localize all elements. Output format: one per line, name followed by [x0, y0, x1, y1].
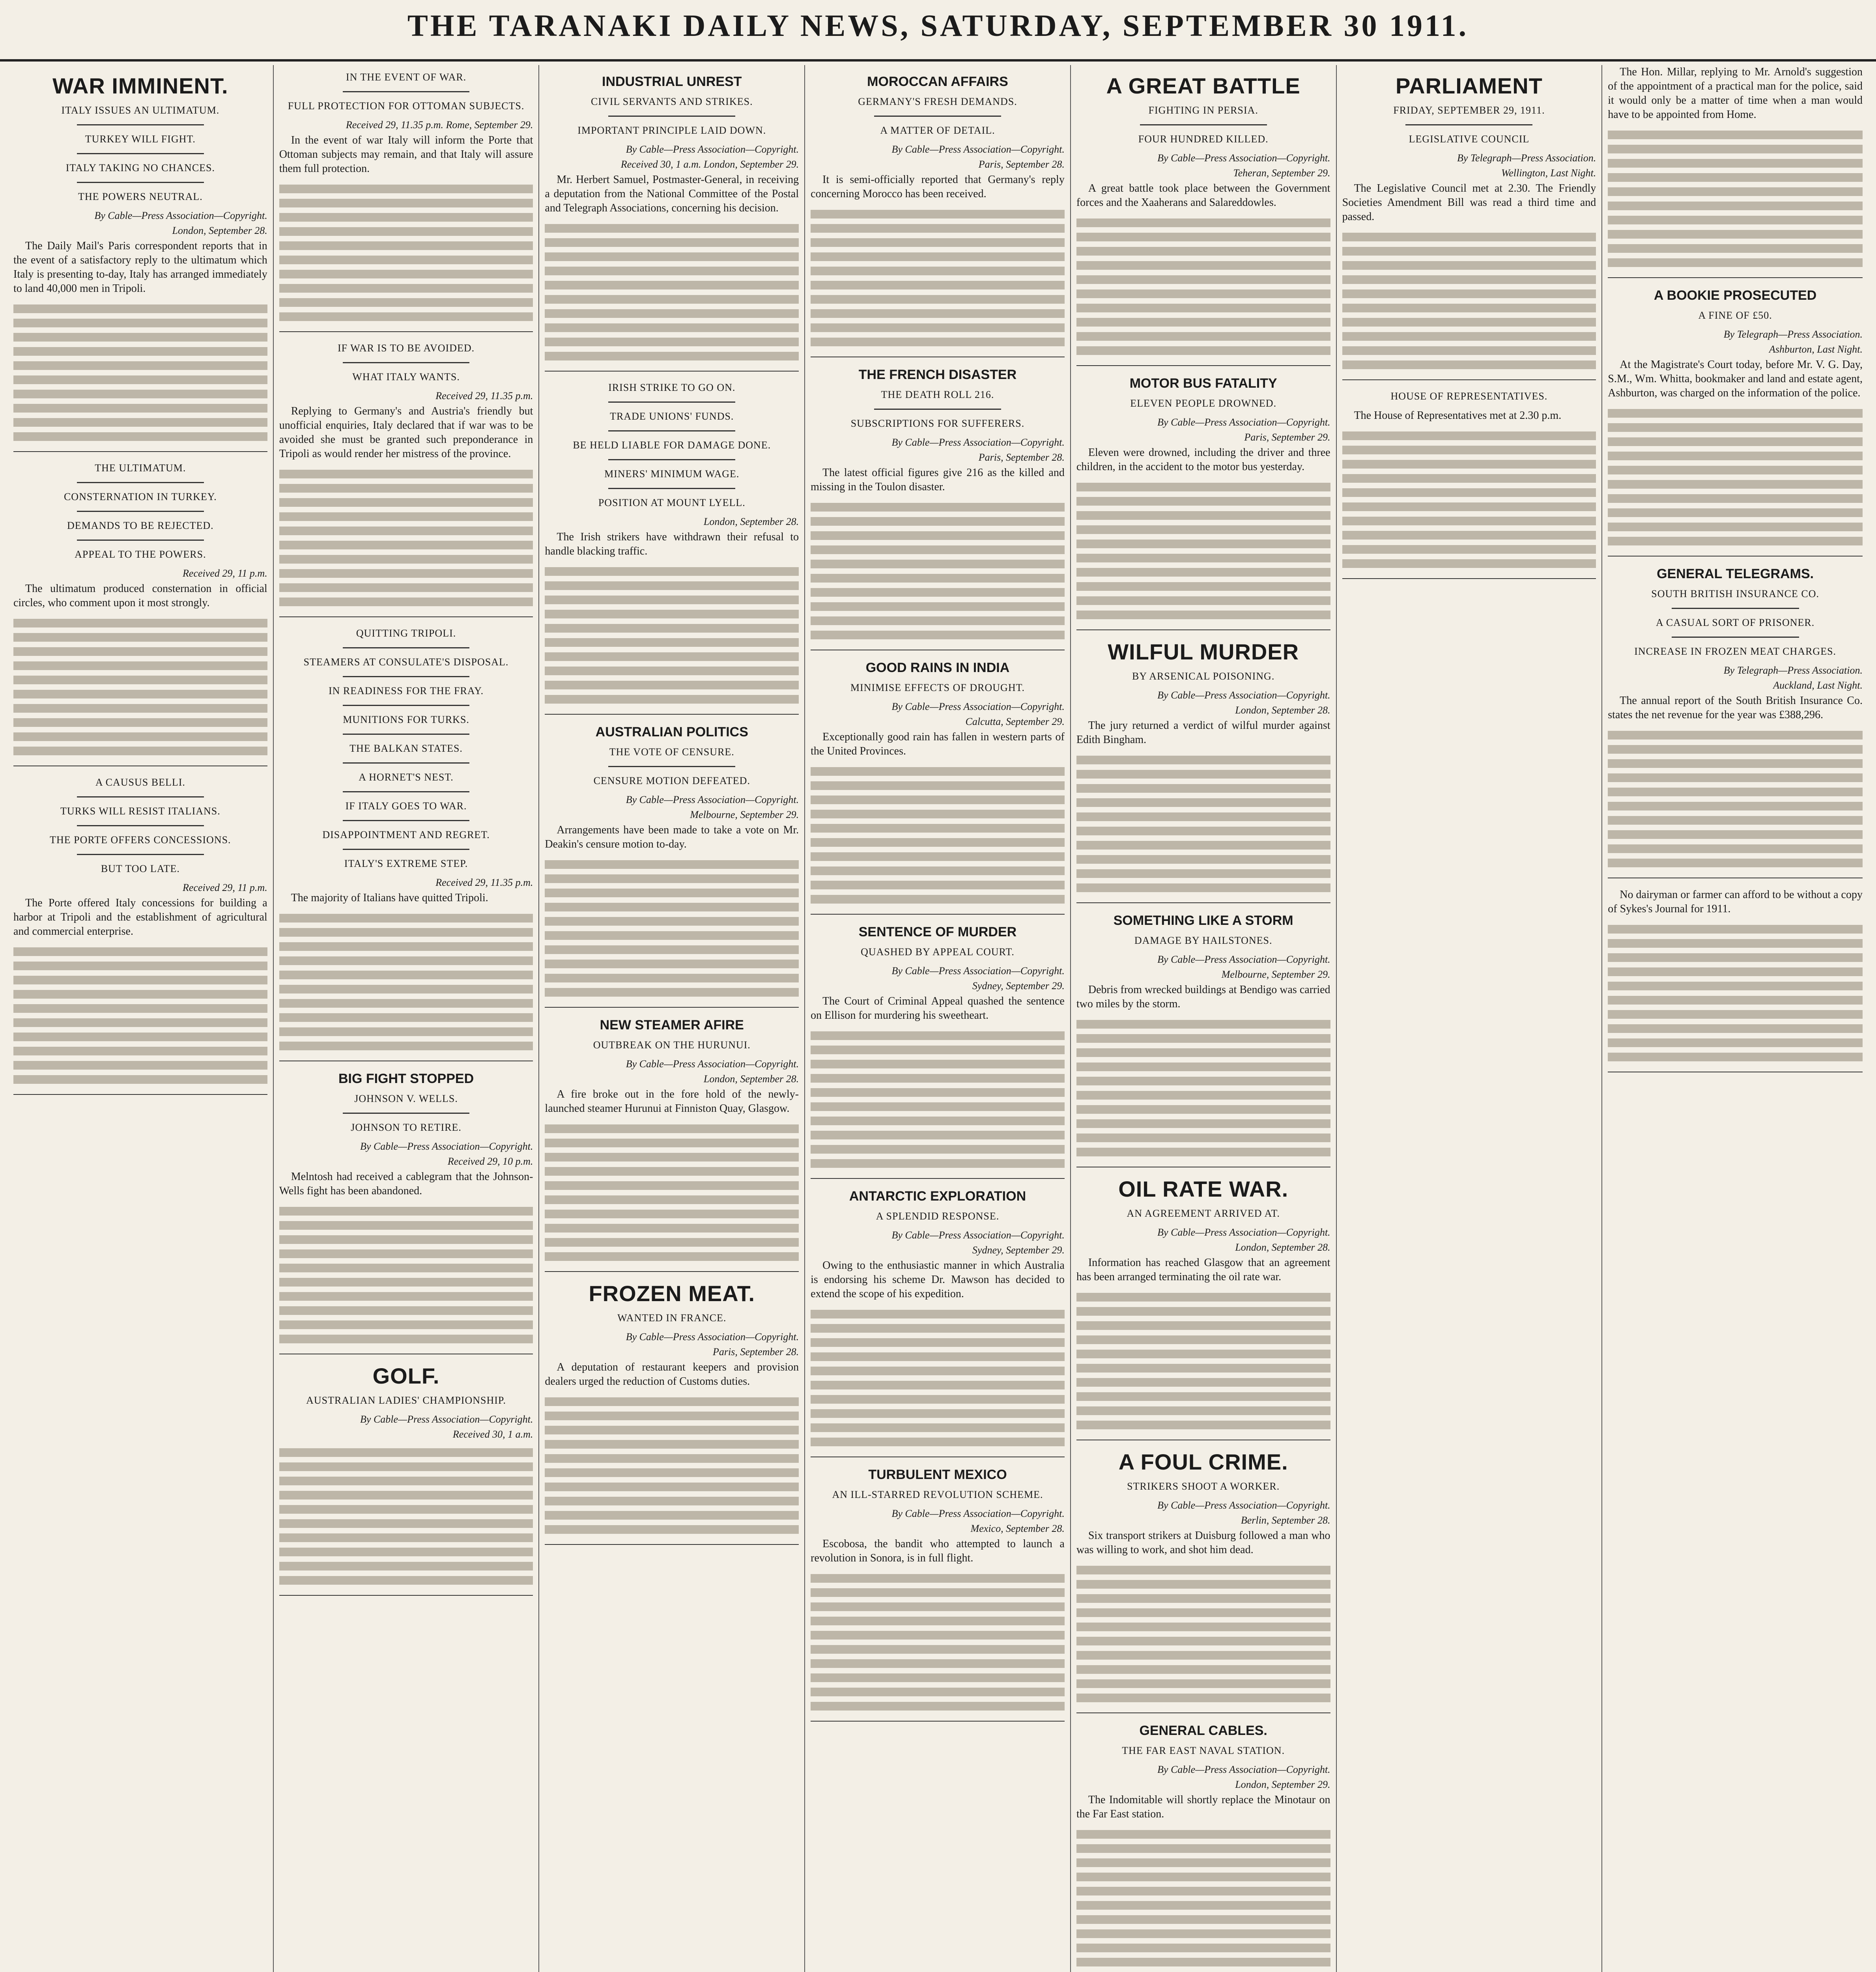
- article-separator: [545, 714, 799, 715]
- article-source: By Cable—Press Association—Copyright.: [1157, 1764, 1330, 1775]
- article-headline: THE FRENCH DISASTER: [858, 367, 1017, 382]
- article-subhead: INCREASE IN FROZEN MEAT CHARGES.: [1634, 646, 1837, 657]
- article-text: Six transport strikers at Duisburg followed a man who was willing to work, and shot him dead.: [1076, 1529, 1330, 1556]
- article-subhead: QUITTING TRIPOLI.: [356, 627, 456, 639]
- divider-rule: [77, 482, 204, 483]
- article: [1076, 1723, 1330, 1972]
- article-dateline: Received 29, 11.35 p.m. Rome, September 29.: [346, 119, 533, 131]
- article-separator: [811, 1721, 1065, 1722]
- article: [1076, 375, 1330, 630]
- article-source: By Cable—Press Association—Copyright.: [891, 701, 1065, 712]
- article: [811, 1188, 1065, 1457]
- article-text: A great battle took place between the Government forces and the Xaaherans and Salareddowles.: [1076, 182, 1330, 209]
- article-subhead: BY ARSENICAL POISONING.: [1132, 670, 1275, 682]
- article: [811, 924, 1065, 1179]
- article-subhead: AUSTRALIAN LADIES' CHAMPIONSHIP.: [306, 1395, 506, 1406]
- article-subhead: TRADE UNIONS' FUNDS.: [610, 411, 734, 422]
- article: [279, 1364, 533, 1596]
- masthead: [0, 0, 1876, 62]
- article-subhead: THE VOTE OF CENSURE.: [609, 746, 734, 758]
- article: [1342, 74, 1596, 380]
- article-subhead: DISAPPOINTMENT AND REGRET.: [322, 829, 490, 840]
- column-1: [8, 65, 274, 1972]
- article-body-text-block: [1076, 478, 1330, 620]
- article-subhead: THE POWERS NEUTRAL.: [78, 191, 203, 202]
- article: [811, 367, 1065, 650]
- article-body-text-block: [1608, 726, 1863, 868]
- article: [1342, 390, 1596, 579]
- article-source: By Cable—Press Association—Copyright.: [891, 144, 1065, 155]
- article-text: The ultimatum produced consternation in official circles, who comment upon it most strongly.: [13, 583, 267, 609]
- article-text: Owing to the enthusiastic manner in which Australia is endorsing his scheme Dr. Mawson has decided to extend the scope of his expedition.: [811, 1259, 1065, 1300]
- article-dateline: London, September 29.: [1235, 1779, 1330, 1790]
- article-body-text-block: [1076, 751, 1330, 893]
- article-subhead: JOHNSON V. WELLS.: [354, 1093, 458, 1104]
- article-source: By Cable—Press Association—Copyright.: [360, 1141, 533, 1152]
- article-dateline: Received 29, 11 p.m.: [183, 568, 267, 579]
- article-headline: MOROCCAN AFFAIRS: [867, 74, 1008, 89]
- article-text: A deputation of restaurant keepers and provision dealers urged the reduction of Customs duties.: [545, 1361, 799, 1387]
- article: [811, 1467, 1065, 1722]
- article-text: Escobosa, the bandit who attempted to launch a revolution in Sonora, is in full flight.: [811, 1538, 1065, 1564]
- article-subhead: ELEVEN PEOPLE DROWNED.: [1130, 398, 1277, 409]
- article-text: A fire broke out in the fore hold of the newly-launched steamer Hurunui at Finniston Quay, Glasgow.: [545, 1088, 799, 1115]
- article-text: The Porte offered Italy concessions for building a harbor at Tripoli and the establishment of agricultural and commercial enterprise.: [13, 897, 267, 937]
- article-body-text-block: [1076, 214, 1330, 356]
- article-separator: [1076, 1712, 1330, 1713]
- article-source: By Cable—Press Association—Copyright.: [1157, 1227, 1330, 1238]
- divider-rule: [77, 182, 204, 183]
- article-dateline: Auckland, Last Night.: [1773, 680, 1863, 691]
- article-dateline: Received 29, 11 p.m.: [183, 882, 267, 893]
- article-subhead: DAMAGE BY HAILSTONES.: [1134, 935, 1272, 946]
- article-body-text-block: [545, 855, 799, 997]
- article-subhead: IN READINESS FOR THE FRAY.: [328, 685, 484, 697]
- article-headline: GENERAL TELEGRAMS.: [1657, 566, 1814, 581]
- article-source: By Cable—Press Association—Copyright.: [626, 794, 799, 805]
- article-body-text-block: [279, 909, 533, 1051]
- article-body-text-block: [811, 1027, 1065, 1169]
- article-body-text-block: [545, 1393, 799, 1535]
- article-body-text-block: [279, 1444, 533, 1585]
- article-subhead: BUT TOO LATE.: [101, 863, 180, 874]
- divider-rule: [343, 647, 470, 648]
- article-dateline: Calcutta, September 29.: [965, 716, 1065, 727]
- article-subhead: A SPLENDID RESPONSE.: [876, 1210, 1000, 1222]
- article-subhead: MINIMISE EFFECTS OF DROUGHT.: [850, 682, 1025, 693]
- divider-rule: [343, 762, 470, 764]
- article-headline: AUSTRALIAN POLITICS: [595, 725, 748, 740]
- article: [1608, 288, 1863, 556]
- article: [1076, 913, 1330, 1167]
- divider-rule: [343, 91, 470, 92]
- article-headline: TURBULENT MEXICO: [868, 1467, 1007, 1482]
- article-headline: INDUSTRIAL UNREST: [602, 74, 742, 89]
- article-subhead: ITALY'S EXTREME STEP.: [344, 858, 468, 869]
- article-text: The majority of Italians have quitted Tripoli.: [291, 892, 488, 904]
- article-source: By Cable—Press Association—Copyright.: [891, 1508, 1065, 1519]
- article-dateline: Wellington, Last Night.: [1501, 167, 1596, 179]
- article-subhead: GERMANY'S FRESH DEMANDS.: [858, 96, 1017, 107]
- article: [545, 724, 799, 1008]
- divider-rule: [343, 676, 470, 677]
- article-text: Information has reached Glasgow that an agreement has been arranged terminating the oil rate war.: [1076, 1257, 1330, 1283]
- article-subhead: IN THE EVENT OF WAR.: [346, 71, 467, 83]
- article-dateline: Received 30, 1 a.m. London, September 29.: [620, 159, 799, 170]
- article-headline: GENERAL CABLES.: [1139, 1723, 1267, 1738]
- article-body-text-block: [1608, 920, 1863, 1062]
- article: [1076, 74, 1330, 366]
- article-headline: OIL RATE WAR.: [1118, 1176, 1289, 1201]
- article-subhead: THE PORTE OFFERS CONCESSIONS.: [50, 834, 231, 846]
- article-source: By Cable—Press Association—Copyright.: [1157, 1500, 1330, 1511]
- article-dateline: Teheran, September 29.: [1233, 167, 1330, 179]
- article-body-text-block: [545, 219, 799, 361]
- article-subhead: WHAT ITALY WANTS.: [352, 371, 460, 383]
- article-separator: [1342, 379, 1596, 380]
- article-body-text-block: [13, 300, 267, 442]
- article-headline: BIG FIGHT STOPPED: [338, 1071, 474, 1086]
- article-subhead: FIGHTING IN PERSIA.: [1148, 105, 1258, 116]
- article-separator: [1076, 365, 1330, 366]
- article-body-text-block: [811, 762, 1065, 904]
- article-text: Exceptionally good rain has fallen in western parts of the United Provinces.: [811, 731, 1065, 757]
- article-subhead: MUNITIONS FOR TURKS.: [343, 714, 469, 725]
- article-subhead: DEMANDS TO BE REJECTED.: [67, 520, 214, 531]
- article-source: By Cable—Press Association—Copyright.: [891, 437, 1065, 448]
- article-subhead: A HORNET'S NEST.: [359, 771, 454, 783]
- divider-rule: [1672, 608, 1799, 609]
- article-body-text-block: [811, 205, 1065, 347]
- article-body-text-block: [279, 1202, 533, 1344]
- article-separator: [279, 1595, 533, 1596]
- article-source: By Telegraph—Press Association.: [1457, 152, 1596, 164]
- article-separator: [811, 914, 1065, 915]
- article-dateline: Paris, September 28.: [978, 452, 1065, 463]
- article-subhead: FRIDAY, SEPTEMBER 29, 1911.: [1393, 105, 1545, 116]
- divider-rule: [608, 488, 735, 489]
- article-body-text-block: [1342, 427, 1596, 569]
- article-dateline: Melbourne, September 29.: [1221, 969, 1330, 980]
- article-headline: MOTOR BUS FATALITY: [1129, 376, 1277, 391]
- divider-rule: [343, 791, 470, 792]
- article-subhead: A CAUSUS BELLI.: [95, 777, 185, 788]
- article-subhead: APPEAL TO THE POWERS.: [75, 549, 206, 560]
- article-subhead: JOHNSON TO RETIRE.: [351, 1122, 462, 1133]
- article-subhead: TURKS WILL RESIST ITALIANS.: [60, 805, 220, 817]
- article-text: No dairyman or farmer can afford to be without a copy of Sykes's Journal for 1911.: [1608, 889, 1863, 915]
- article-subhead: CENSURE MOTION DEFEATED.: [593, 775, 750, 786]
- article-text: In the event of war Italy will inform the Porte that Ottoman subjects may remain, and that Italy will assure them full protection.: [279, 134, 533, 175]
- article-subhead: WANTED IN FRANCE.: [617, 1312, 727, 1324]
- article-dateline: Received 29, 11.35 p.m.: [435, 877, 533, 888]
- article-headline: A BOOKIE PROSECUTED: [1654, 288, 1817, 303]
- article-subhead: A FINE OF £50.: [1698, 310, 1772, 321]
- article-source: By Cable—Press Association—Copyright.: [1157, 152, 1330, 164]
- article-subhead: SUBSCRIPTIONS FOR SUFFERERS.: [850, 418, 1025, 429]
- divider-rule: [77, 124, 204, 125]
- article: [1608, 65, 1863, 278]
- article-subhead: IRISH STRIKE TO GO ON.: [608, 382, 736, 393]
- article-subhead: SOUTH BRITISH INSURANCE CO.: [1651, 588, 1819, 599]
- divider-rule: [1405, 124, 1532, 125]
- article-dateline: London, September 28.: [172, 225, 267, 236]
- article-text: Arrangements have been made to take a vote on Mr. Deakin's censure motion to-day.: [545, 824, 799, 850]
- article-dateline: Received 29, 10 p.m.: [447, 1156, 533, 1167]
- article-separator: [811, 1178, 1065, 1179]
- article-headline: FROZEN MEAT.: [589, 1281, 755, 1306]
- article-source: By Cable—Press Association—Copyright.: [1157, 416, 1330, 428]
- article-body-text-block: [811, 1305, 1065, 1447]
- article-subhead: AN ILL-STARRED REVOLUTION SCHEME.: [832, 1489, 1043, 1500]
- article-dateline: Paris, September 28.: [713, 1346, 799, 1358]
- article-subhead: BE HELD LIABLE FOR DAMAGE DONE.: [573, 439, 771, 451]
- article-headline: A FOUL CRIME.: [1118, 1449, 1288, 1474]
- article-dateline: London, September 28.: [703, 516, 799, 527]
- article-subhead: IMPORTANT PRINCIPLE LAID DOWN.: [577, 125, 766, 136]
- article: [13, 461, 267, 766]
- article-source: By Cable—Press Association—Copyright.: [891, 1229, 1065, 1241]
- article-subhead: STRIKERS SHOOT A WORKER.: [1127, 1481, 1280, 1492]
- article-dateline: Mexico, September 28.: [970, 1523, 1065, 1534]
- article-headline: NEW STEAMER AFIRE: [600, 1018, 744, 1033]
- article-separator: [1608, 277, 1863, 278]
- divider-rule: [343, 705, 470, 706]
- article: [1076, 1177, 1330, 1440]
- divider-rule: [343, 820, 470, 821]
- article-text: Melntosh had received a cablegram that the Johnson-Wells fight has been abandoned.: [279, 1171, 533, 1197]
- article-text: The Daily Mail's Paris correspondent reports that in the event of a satisfactory reply to the ultimatum which Italy is presenting to-day, Italy has arranged immediately to land 40,000 men in Tripoli.: [13, 240, 267, 295]
- article-separator: [1076, 629, 1330, 630]
- article-source: By Cable—Press Association—Copyright.: [360, 1414, 533, 1425]
- article-subhead: THE DEATH ROLL 216.: [881, 389, 994, 400]
- article-separator: [545, 371, 799, 372]
- divider-rule: [608, 430, 735, 431]
- divider-rule: [1140, 124, 1267, 125]
- divider-rule: [608, 116, 735, 117]
- divider-rule: [343, 849, 470, 850]
- article-dateline: Received 29, 11.35 p.m.: [435, 390, 533, 401]
- article-text: At the Magistrate's Court today, before Mr. V. G. Day, S.M., Wm. Whitta, bookmaker and land and estate agent, Ashburton, was charged on the information of the police.: [1608, 359, 1863, 399]
- article-separator: [545, 1544, 799, 1545]
- article-subhead: IF WAR IS TO BE AVOIDED.: [337, 342, 475, 354]
- article-body-text-block: [545, 1120, 799, 1262]
- article: [13, 74, 267, 452]
- article-dateline: Sydney, September 29.: [972, 980, 1065, 992]
- article-dateline: Paris, September 29.: [1244, 431, 1330, 443]
- column-4: [805, 65, 1071, 1972]
- article-dateline: Melbourne, September 29.: [690, 809, 799, 820]
- divider-rule: [874, 116, 1001, 117]
- divider-rule: [343, 362, 470, 363]
- article: [279, 627, 533, 1061]
- article-source: By Cable—Press Association—Copyright.: [626, 1058, 799, 1070]
- article-text: The Court of Criminal Appeal quashed the sentence on Ellison for murdering his sweetheart.: [811, 995, 1065, 1021]
- article-text: It is semi-officially reported that Germany's reply concerning Morocco has been received.: [811, 174, 1065, 200]
- article-text: The Indomitable will shortly replace the Minotaur on the Far East station.: [1076, 1794, 1330, 1820]
- article-source: By Cable—Press Association—Copyright.: [626, 144, 799, 155]
- article-separator: [13, 1094, 267, 1095]
- article-body-text-block: [1608, 126, 1863, 268]
- article-separator: [279, 616, 533, 617]
- article-headline: GOLF.: [372, 1363, 440, 1388]
- article-subhead: A MATTER OF DETAIL.: [880, 125, 995, 136]
- article: [811, 660, 1065, 915]
- article-body-text-block: [1076, 1561, 1330, 1703]
- newspaper-title: THE TARANAKI DAILY NEWS, SATURDAY, SEPTEMBER 30 1911.: [407, 8, 1469, 43]
- article-text: The Irish strikers have withdrawn their refusal to handle blacking traffic.: [545, 531, 799, 557]
- article-dateline: London, September 28.: [703, 1073, 799, 1085]
- divider-rule: [874, 409, 1001, 410]
- article: [1076, 1450, 1330, 1713]
- article-dateline: Ashburton, Last Night.: [1769, 344, 1863, 355]
- article-body-text-block: [1342, 228, 1596, 370]
- article-source: By Cable—Press Association—Copyright.: [1157, 954, 1330, 965]
- divider-rule: [1672, 637, 1799, 638]
- divider-rule: [77, 511, 204, 512]
- column-6: [1337, 65, 1603, 1972]
- divider-rule: [77, 854, 204, 855]
- article-dateline: London, September 28.: [1235, 704, 1330, 716]
- article-body-text-block: [1076, 1288, 1330, 1430]
- article-dateline: Berlin, September 28.: [1241, 1514, 1330, 1526]
- divider-rule: [343, 1113, 470, 1114]
- article: [279, 342, 533, 617]
- article-dateline: Received 30, 1 a.m.: [452, 1429, 533, 1440]
- article-subhead: CONSTERNATION IN TURKEY.: [64, 491, 217, 502]
- article: [545, 74, 799, 372]
- article-headline: SOMETHING LIKE A STORM: [1113, 913, 1293, 928]
- article-body-text-block: [545, 562, 799, 704]
- article-text: The jury returned a verdict of wilful murder against Edith Bingham.: [1076, 719, 1330, 746]
- article-text: Eleven were drowned, including the driver and three children, in the accident to the motor bus yesterday.: [1076, 446, 1330, 473]
- article: [13, 776, 267, 1095]
- divider-rule: [77, 825, 204, 826]
- article: [545, 1017, 799, 1272]
- article-source: By Telegraph—Press Association.: [1723, 329, 1863, 340]
- article-text: Debris from wrecked buildings at Bendigo was carried two miles by the storm.: [1076, 984, 1330, 1010]
- article-subhead: POSITION AT MOUNT LYELL.: [598, 497, 746, 508]
- article-subhead: CIVIL SERVANTS AND STRIKES.: [590, 96, 753, 107]
- article-subhead: QUASHED BY APPEAL COURT.: [861, 946, 1015, 958]
- article-dateline: Sydney, September 29.: [972, 1244, 1065, 1256]
- article-body-text-block: [1608, 404, 1863, 546]
- article-headline: WILFUL MURDER: [1108, 639, 1299, 664]
- column-5: [1071, 65, 1337, 1972]
- article-dateline: London, September 28.: [1235, 1242, 1330, 1253]
- article-subhead: FOUR HUNDRED KILLED.: [1138, 133, 1269, 145]
- column-3: [539, 65, 805, 1972]
- article-dateline: Paris, September 28.: [978, 159, 1065, 170]
- article-subhead: AN AGREEMENT ARRIVED AT.: [1127, 1208, 1280, 1219]
- article-headline: SENTENCE OF MURDER: [858, 924, 1017, 939]
- article-source: By Cable—Press Association—Copyright.: [626, 1331, 799, 1343]
- article-headline: WAR IMMINENT.: [52, 73, 228, 98]
- article-body-text-block: [13, 614, 267, 756]
- article-source: By Telegraph—Press Association.: [1723, 665, 1863, 676]
- article-text: The annual report of the South British Insurance Co. states the net revenue for the year was £388,296.: [1608, 695, 1863, 721]
- article: [279, 1071, 533, 1354]
- article-body-text-block: [279, 465, 533, 607]
- article-subhead: THE BALKAN STATES.: [349, 743, 463, 754]
- column-2: [274, 65, 540, 1972]
- article-subhead: ITALY TAKING NO CHANCES.: [65, 162, 215, 174]
- article-subhead: OUTBREAK ON THE HURUNUI.: [593, 1039, 751, 1051]
- article-subhead: ITALY ISSUES AN ULTIMATUM.: [61, 105, 220, 116]
- article-separator: [1342, 578, 1596, 579]
- article-body-text-block: [811, 1569, 1065, 1711]
- article-text: The House of Representatives met at 2.30 p.m.: [1354, 409, 1562, 422]
- article-subhead: FULL PROTECTION FOR OTTOMAN SUBJECTS.: [288, 100, 525, 112]
- article-body-text-block: [811, 498, 1065, 640]
- article-source: By Cable—Press Association—Copyright.: [94, 210, 267, 221]
- article-body-text-block: [1076, 1825, 1330, 1967]
- article-subhead: TURKEY WILL FIGHT.: [85, 133, 196, 145]
- article-text: The Legislative Council met at 2.30. The Friendly Societies Amendment Bill was read a third time and passed.: [1342, 182, 1596, 223]
- divider-rule: [608, 766, 735, 767]
- divider-rule: [608, 401, 735, 403]
- article-body-text-block: [1076, 1015, 1330, 1157]
- article-subhead: STEAMERS AT CONSULATE'S DISPOSAL.: [303, 656, 509, 668]
- article-subhead: MINERS' MINIMUM WAGE.: [604, 468, 740, 480]
- article-subhead: LEGISLATIVE COUNCIL: [1409, 133, 1530, 145]
- divider-rule: [77, 153, 204, 154]
- columns-container: [8, 65, 1868, 1972]
- article-separator: [545, 1007, 799, 1008]
- article: [545, 1281, 799, 1545]
- article-subhead: THE ULTIMATUM.: [95, 462, 186, 474]
- article-separator: [545, 1271, 799, 1272]
- divider-rule: [77, 540, 204, 541]
- article-text: Replying to Germany's and Austria's friendly but unofficial enquiries, Italy declared that if war was to be avoided she must be granted such preponderance in Tripoli as would render her mistress of the province.: [279, 405, 533, 460]
- article-subhead: HOUSE OF REPRESENTATIVES.: [1390, 390, 1548, 402]
- article-headline: PARLIAMENT: [1395, 73, 1543, 98]
- article-separator: [279, 331, 533, 332]
- article: [811, 74, 1065, 357]
- article-headline: ANTARCTIC EXPLORATION: [849, 1189, 1026, 1204]
- article-text: The Hon. Millar, replying to Mr. Arnold's suggestion of the appointment of a practical man for the police, said it would only be a matter of time when a man would have to be appointed from Home.: [1608, 66, 1863, 121]
- article-subhead: A CASUAL SORT OF PRISONER.: [1656, 617, 1815, 628]
- article-subhead: THE FAR EAST NAVAL STATION.: [1122, 1745, 1285, 1756]
- article-separator: [13, 451, 267, 452]
- article-body-text-block: [13, 943, 267, 1085]
- article: [1608, 888, 1863, 1072]
- article: [545, 381, 799, 715]
- article: [1076, 640, 1330, 903]
- article: [279, 71, 533, 332]
- article-text: Mr. Herbert Samuel, Postmaster-General, in receiving a deputation from the National Committee of the Postal and Telegraph Associations, concerning his decision.: [545, 174, 799, 214]
- divider-rule: [608, 459, 735, 460]
- article-subhead: IF ITALY GOES TO WAR.: [345, 800, 467, 812]
- article-separator: [1076, 902, 1330, 903]
- column-7: [1602, 65, 1868, 1972]
- article-text: The latest official figures give 216 as the killed and missing in the Toulon disaster.: [811, 467, 1065, 493]
- article-source: By Cable—Press Association—Copyright.: [1157, 689, 1330, 701]
- article-headline: GOOD RAINS IN INDIA: [865, 660, 1010, 675]
- article-source: By Cable—Press Association—Copyright.: [891, 965, 1065, 977]
- divider-rule: [343, 734, 470, 735]
- article: [1608, 566, 1863, 878]
- article-headline: A GREAT BATTLE: [1106, 73, 1300, 98]
- divider-rule: [77, 796, 204, 797]
- article-body-text-block: [279, 180, 533, 322]
